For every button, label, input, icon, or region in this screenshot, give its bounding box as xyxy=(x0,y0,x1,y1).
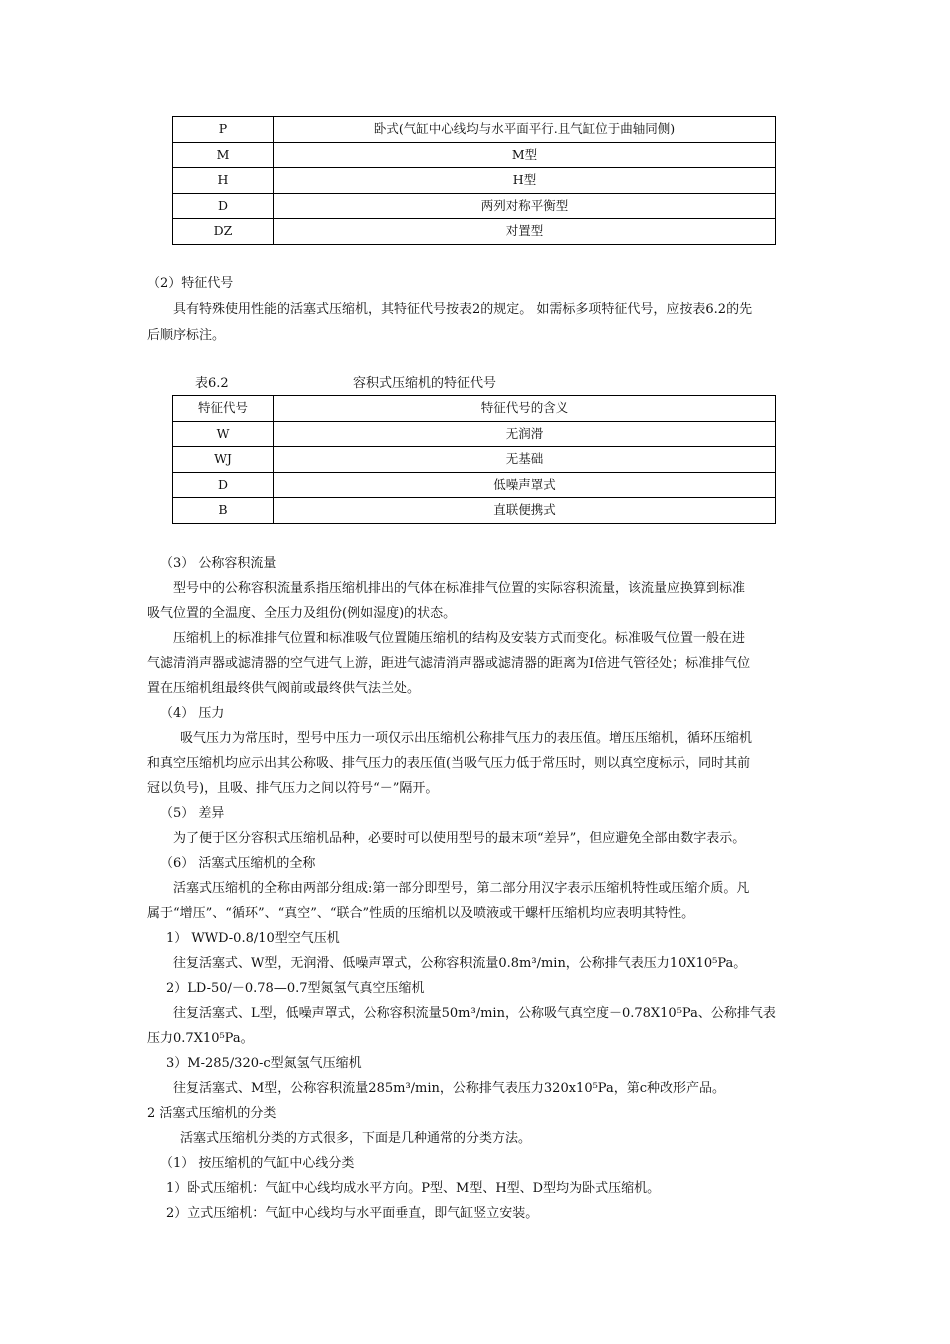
table-cell: M xyxy=(173,142,274,168)
paragraph-line: 往复活塞式、W型，无润滑、低噪声罩式，公称容积流量0.8m³/min，公称排气表压力10X10⁵Pa。 xyxy=(173,956,747,971)
list-item: 3）M-285/320-c型氮氢气压缩机 xyxy=(166,1056,362,1071)
table-row xyxy=(173,117,776,143)
section-heading: （2）特征代号 xyxy=(147,276,234,291)
section-heading: （6） 活塞式压缩机的全称 xyxy=(160,856,316,871)
paragraph-line: 往复活塞式、M型，公称容积流量285m³/min，公称排气表压力320x10⁵Pa，第c种改形产品。 xyxy=(173,1081,725,1096)
paragraph-line: 活塞式压缩机的全称由两部分组成:第一部分即型号，第二部分用汉字表示压缩机特性或压缩介质。凡 xyxy=(173,881,750,896)
table-cell: D xyxy=(173,193,274,219)
list-item: 1） WWD-0.8/10型空气压机 xyxy=(166,931,340,946)
table-cell: 低噪声罩式 xyxy=(274,472,776,498)
paragraph-line: 压缩机上的标准排气位置和标准吸气位置随压缩机的结构及安装方式而变化。标准吸气位置一般在进 xyxy=(173,631,746,646)
list-item: 2）立式压缩机：气缸中心线均与水平面垂直，即气缸竖立安装。 xyxy=(166,1206,539,1221)
table-cell: DZ xyxy=(173,219,274,245)
table-cell: 无润滑 xyxy=(274,421,776,447)
paragraph-line: 置在压缩机组最终供气阀前或最终供气法兰处。 xyxy=(147,681,421,696)
paragraph-line: 具有特殊使用性能的活塞式压缩机，其特征代号按表2的规定。 如需标多项特征代号，应按表6.2的先 xyxy=(173,302,753,317)
table-cell: WJ xyxy=(173,447,274,473)
table-row xyxy=(173,447,776,473)
paragraph-line: 往复活塞式、L型，低噪声罩式，公称容积流量50m³/min，公称吸气真空度－0.78X10⁵Pa、公称排气表 xyxy=(173,1006,776,1021)
table-label: 表6.2 xyxy=(195,376,229,391)
column-header: 特征代号的含义 xyxy=(274,396,776,422)
section-heading: （4） 压力 xyxy=(160,706,225,721)
table-cell: B xyxy=(173,498,274,524)
table-row xyxy=(173,193,776,219)
table-title: 容积式压缩机的特征代号 xyxy=(353,376,497,391)
table-cell: H xyxy=(173,168,274,194)
column-header: 特征代号 xyxy=(173,396,274,422)
list-item: 2）LD-50/－0.78—0.7型氮氢气真空压缩机 xyxy=(166,981,425,996)
table-row xyxy=(173,219,776,245)
paragraph-line: 型号中的公称容积流量系指压缩机排出的气体在标准排气位置的实际容积流量，该流量应换算到标准 xyxy=(173,581,746,596)
table-cell: M型 xyxy=(274,142,776,168)
paragraph-line: 和真空压缩机均应示出其公称吸、排气压力的表压值(当吸气压力低于常压时，则以真空度标示，同时其前 xyxy=(147,756,751,771)
table-cell: D xyxy=(173,472,274,498)
table-row xyxy=(173,421,776,447)
paragraph-line: 属于“增压”、“循环”、“真空”、“联合”性质的压缩机以及喷液或干螺杆压缩机均应表明其特性。 xyxy=(147,906,695,921)
paragraph-line: 吸气压力为常压时，型号中压力一项仅示出压缩机公称排气压力的表压值。增压压缩机，循环压缩机 xyxy=(180,731,753,746)
table-cell: 直联便携式 xyxy=(274,498,776,524)
paragraph-line: 吸气位置的全温度、全压力及组份(例如湿度)的状态。 xyxy=(147,606,457,621)
table-cell: 卧式(气缸中心线均与水平面平行.且气缸位于曲轴同侧) xyxy=(274,117,776,143)
table-row xyxy=(173,498,776,524)
table-cell: H型 xyxy=(274,168,776,194)
paragraph-line: 活塞式压缩机分类的方式很多，下面是几种通常的分类方法。 xyxy=(180,1131,532,1146)
table-row xyxy=(173,142,776,168)
paragraph-line: 冠以负号)，且吸、排气压力之间以符号“－”隔开。 xyxy=(147,781,439,796)
table-cell: W xyxy=(173,421,274,447)
table-cell: 无基础 xyxy=(274,447,776,473)
section-heading: （1） 按压缩机的气缸中心线分类 xyxy=(160,1156,355,1171)
paragraph-line: 为了便于区分容积式压缩机品种，必要时可以使用型号的最末项“差异”，但应避免全部由数字表示。 xyxy=(173,831,746,846)
compressor-type-table xyxy=(172,116,776,245)
section-heading: 2 活塞式压缩机的分类 xyxy=(147,1106,277,1121)
table-cell: 两列对称平衡型 xyxy=(274,193,776,219)
section-heading: （3） 公称容积流量 xyxy=(160,556,277,571)
table-cell: P xyxy=(173,117,274,143)
section-heading: （5） 差异 xyxy=(160,806,225,821)
paragraph-line: 气滤清消声器或滤清器的空气进气上游，距进气滤清消声器或滤清器的距离为I倍进气管径处；标准排气位 xyxy=(147,656,751,671)
paragraph-line: 压力0.7X10⁵Pa。 xyxy=(147,1031,254,1046)
table-row xyxy=(173,168,776,194)
paragraph-line: 后顺序标注。 xyxy=(147,328,226,343)
feature-code-table xyxy=(172,395,776,524)
table-header-row xyxy=(173,396,776,422)
table-cell: 对置型 xyxy=(274,219,776,245)
list-item: 1）卧式压缩机：气缸中心线均成水平方向。P型、M型、H型、D型均为卧式压缩机。 xyxy=(166,1181,661,1196)
table-row xyxy=(173,472,776,498)
